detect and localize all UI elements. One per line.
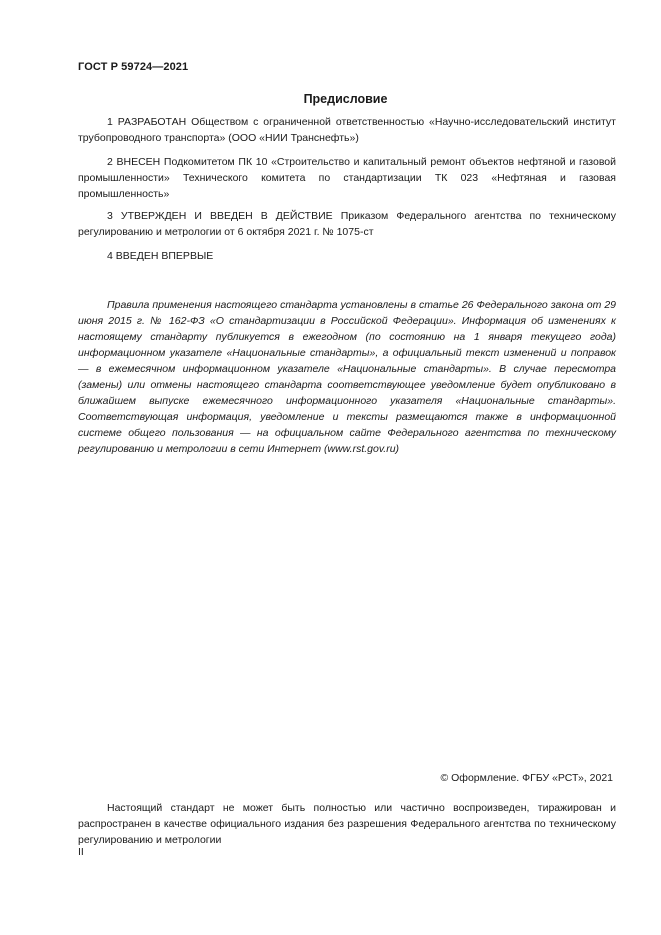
copyright-line: © Оформление. ФГБУ «РСТ», 2021 [440,772,613,784]
standard-code: ГОСТ Р 59724—2021 [78,61,189,73]
reproduction-restriction-note: Настоящий стандарт не может быть полностью или частично воспроизведен, тиражирован и распространен в качестве официального издания без разрешения Федерального агентства по техническому регулированию и метрологии [78,802,616,846]
foreword-item-2: 2 ВНЕСЕН Подкомитетом ПК 10 «Строительство и капитальный ремонт объектов нефтяной и газовой промышленности» Технического комитета по стандартизации ТК 023 «Нефтяная и газовая промышленность» [78,156,616,200]
foreword-item-3: 3 УТВЕРЖДЕН И ВВЕДЕН В ДЕЙСТВИЕ Приказом Федерального агентства по техническому регулированию и метрологии от 6 октября 2021 г. № 1075-ст [78,210,616,238]
foreword-item-1: 1 РАЗРАБОТАН Обществом с ограниченной ответственностью «Научно-исследовательский институт трубопроводного транспорта» (ООО «НИИ Транснефть») [78,116,616,144]
page-number: II [78,846,84,858]
page-title: Предисловие [303,92,388,106]
foreword-item-4: 4 ВВЕДЕН ВПЕРВЫЕ [107,250,214,262]
standard-application-notice: Правила применения настоящего стандарта установлены в статье 26 Федерального закона от 29 июня 2015 г. № 162-ФЗ «О стандартизации в Российской Федерации». Информация об изменениях к настоящему стандарту публикуется в ежегодном (по состоянию на 1 января текущего года) информационном указателе «Национальные стандарты», а официальный текст изменений и поправок — в ежемесячном информационном указателе «Национальные стандарты». В случае пересмотра (замены) или отмены настоящего стандарта соответствующее уведомление будет опубликовано в ближайшем выпуске ежемесячного информационного указателя «Национальные стандарты». Соответствующая информация, уведомление и тексты размещаются также в информационной системе общего пользования — на официальном сайте Федерального агентства по техническому регулированию и метрологии в сети Интернет (www.rst.gov.ru) [78,299,616,455]
